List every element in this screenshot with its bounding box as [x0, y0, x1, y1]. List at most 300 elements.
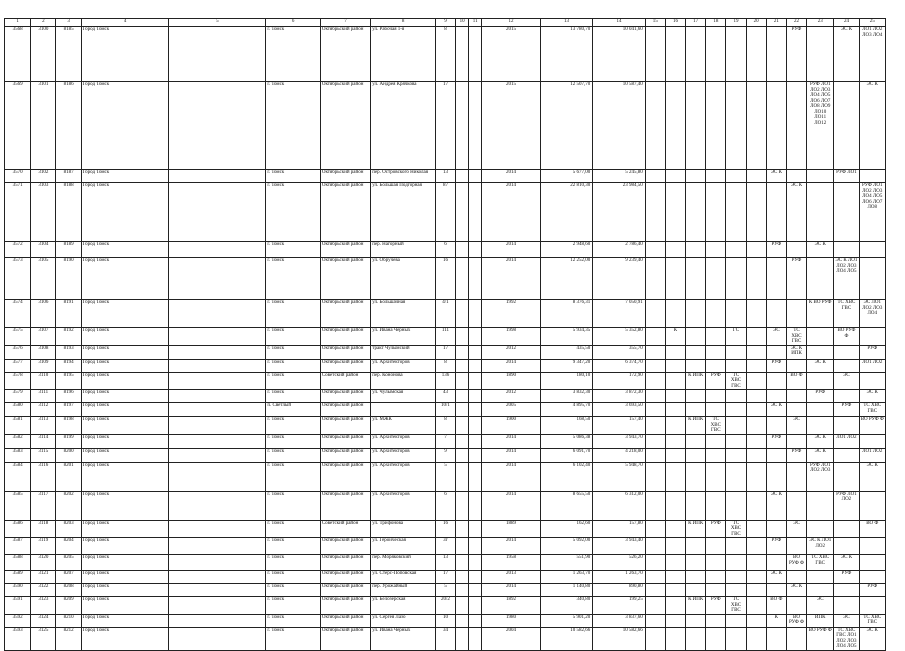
cell-col-9: 3г	[435, 538, 455, 555]
cell-col-16	[665, 359, 685, 372]
cell-col-4: Город Томск	[81, 434, 169, 448]
cell-col-21	[766, 417, 786, 435]
cell-col-2: 3122	[31, 584, 56, 597]
cell-col-24: ВО РУФ Ф	[834, 328, 859, 346]
cell-col-21	[766, 183, 786, 242]
cell-col-17: К ИПК	[686, 372, 706, 390]
cell-col-18	[706, 538, 726, 555]
cell-col-14: 5 245,80	[593, 170, 645, 183]
cell-col-22	[786, 462, 806, 491]
cell-col-9: 10	[435, 614, 455, 627]
register-table	[4, 18, 886, 651]
cell-col-9: 5	[435, 462, 455, 491]
cell-col-17	[686, 584, 706, 597]
cell-col-9: 6	[435, 242, 455, 258]
cell-col-18	[706, 448, 726, 462]
cell-col-8: пер. Урожайный	[371, 584, 436, 597]
cell-col-13: 5 677,00	[540, 170, 592, 183]
cell-col-12: 1892	[482, 597, 541, 615]
cell-col-15	[645, 597, 665, 615]
cell-col-22	[786, 359, 806, 372]
cell-col-12: 2013	[482, 571, 541, 584]
cell-col-8: ул. Архитекторов	[371, 448, 436, 462]
cell-col-16	[665, 520, 685, 538]
cell-col-21	[766, 627, 786, 650]
cell-col-11	[469, 372, 482, 390]
cell-col-3: 8202	[56, 491, 81, 520]
cell-col-22	[786, 82, 806, 170]
cell-col-22: ТС ХВС ГВС	[786, 328, 806, 346]
cell-col-13: 5 934,35	[540, 328, 592, 346]
cell-col-12: 1890	[482, 372, 541, 390]
cell-col-20	[746, 300, 766, 328]
cell-col-20	[746, 345, 766, 359]
cell-col-18	[706, 345, 726, 359]
header-cell: 8	[371, 19, 436, 27]
cell-col-6: г. Томск	[266, 242, 320, 258]
cell-col-13: 1 140,80	[540, 584, 592, 597]
cell-col-8: пер. Нагорный	[371, 242, 436, 258]
cell-col-11	[469, 434, 482, 448]
cell-col-4: Город Томск	[81, 571, 169, 584]
cell-col-7: Октябрьский район	[320, 328, 370, 346]
cell-col-20	[746, 555, 766, 571]
cell-col-4: Город Томск	[81, 345, 169, 359]
cell-col-3: 8196	[56, 390, 81, 403]
cell-col-10	[456, 491, 469, 520]
cell-col-7: Октябрьский район	[320, 614, 370, 627]
header-cell: 16	[665, 19, 685, 27]
cell-col-9: 17	[435, 82, 455, 170]
cell-col-19	[726, 390, 746, 403]
cell-col-4: Город Томск	[81, 300, 169, 328]
cell-col-3: 8197	[56, 403, 81, 417]
cell-col-10	[456, 170, 469, 183]
header-cell: 5	[169, 19, 266, 27]
cell-col-7: Советский район	[320, 520, 370, 538]
cell-col-16	[665, 627, 685, 650]
cell-col-18	[706, 555, 726, 571]
cell-col-6: г. Томск	[266, 390, 320, 403]
cell-col-25: ЛО1 ЛО2	[859, 359, 885, 372]
cell-col-21: РУФ	[766, 538, 786, 555]
cell-col-16	[665, 571, 685, 584]
cell-col-11	[469, 462, 482, 491]
cell-col-10	[456, 183, 469, 242]
cell-col-14: 7 050,91	[593, 300, 645, 328]
cell-col-2: 3125	[31, 627, 56, 650]
cell-col-19	[726, 82, 746, 170]
cell-col-13: 12 507,70	[540, 82, 592, 170]
cell-col-5	[169, 491, 266, 520]
cell-col-2: 3104	[31, 242, 56, 258]
cell-col-15	[645, 584, 665, 597]
cell-col-18: РУФ	[706, 372, 726, 390]
cell-col-18	[706, 434, 726, 448]
header-cell: 9	[435, 19, 455, 27]
cell-col-12: 2012	[482, 390, 541, 403]
cell-col-4: Город Томск	[81, 614, 169, 627]
cell-col-17	[686, 491, 706, 520]
cell-col-8: ул. Архитекторов	[371, 491, 436, 520]
cell-col-8: ул. МЖК	[371, 417, 436, 435]
table-row	[5, 390, 886, 403]
header-cell: 3	[56, 19, 81, 27]
cell-col-5	[169, 372, 266, 390]
cell-col-16	[665, 614, 685, 627]
cell-col-19	[726, 627, 746, 650]
cell-col-11	[469, 390, 482, 403]
table-row	[5, 300, 886, 328]
cell-col-11	[469, 345, 482, 359]
cell-col-20	[746, 390, 766, 403]
cell-col-7: Октябрьский район	[320, 627, 370, 650]
cell-col-1: 3574	[5, 300, 31, 328]
cell-col-18: ТС ХВС ГВС	[706, 417, 726, 435]
cell-col-3: 8195	[56, 372, 81, 390]
cell-col-3: 8210	[56, 614, 81, 627]
cell-col-16	[665, 417, 685, 435]
cell-col-21	[766, 390, 786, 403]
cell-col-15	[645, 242, 665, 258]
cell-col-20	[746, 491, 766, 520]
cell-col-17	[686, 448, 706, 462]
cell-col-24	[834, 82, 859, 170]
cell-col-14: 10 587,40	[593, 82, 645, 170]
cell-col-1: 3572	[5, 242, 31, 258]
cell-col-11	[469, 520, 482, 538]
cell-col-9: 20/2	[435, 597, 455, 615]
cell-col-2: 3100	[31, 27, 56, 82]
cell-col-18	[706, 242, 726, 258]
cell-col-1: 3586	[5, 520, 31, 538]
cell-col-18	[706, 27, 726, 82]
cell-col-9: 5	[435, 584, 455, 597]
cell-col-3: 8209	[56, 597, 81, 615]
cell-col-15	[645, 614, 665, 627]
cell-col-5	[169, 555, 266, 571]
header-cell: 24	[834, 19, 859, 27]
cell-col-16	[665, 345, 685, 359]
header-cell: 12	[482, 19, 541, 27]
table-row	[5, 571, 886, 584]
cell-col-8: ул. Архитекторов	[371, 434, 436, 448]
cell-col-11	[469, 328, 482, 346]
cell-col-2: 3121	[31, 571, 56, 584]
cell-col-14: 157,40	[593, 417, 645, 435]
cell-col-24	[834, 538, 859, 555]
cell-col-4: Город Томск	[81, 258, 169, 300]
cell-col-17	[686, 403, 706, 417]
cell-col-1: 3576	[5, 345, 31, 359]
cell-col-15	[645, 300, 665, 328]
cell-col-15	[645, 538, 665, 555]
cell-col-9: 111	[435, 328, 455, 346]
cell-col-21: ВО Ф	[766, 597, 786, 615]
header-cell: 1	[5, 19, 31, 27]
cell-col-7: Октябрьский район	[320, 258, 370, 300]
cell-col-14: 23 984,50	[593, 183, 645, 242]
cell-col-19	[726, 448, 746, 462]
cell-col-14: 10 041,60	[593, 27, 645, 82]
cell-col-12: 1889	[482, 520, 541, 538]
cell-col-10	[456, 462, 469, 491]
cell-col-8: ул. Трифонова	[371, 520, 436, 538]
cell-col-22: ЭС	[786, 520, 806, 538]
cell-col-24	[834, 417, 859, 435]
cell-col-20	[746, 242, 766, 258]
cell-col-5	[169, 328, 266, 346]
header-cell: 2	[31, 19, 56, 27]
cell-col-2: 3105	[31, 258, 56, 300]
cell-col-15	[645, 183, 665, 242]
cell-col-6: г. Томск	[266, 448, 320, 462]
cell-col-5	[169, 448, 266, 462]
cell-col-20	[746, 627, 766, 650]
cell-col-19: ТС ХВС ГВС	[726, 372, 746, 390]
cell-col-14: 6 312,00	[593, 491, 645, 520]
cell-col-19: ГС	[726, 328, 746, 346]
cell-col-17	[686, 359, 706, 372]
cell-col-2: 3116	[31, 462, 56, 491]
cell-col-24	[834, 359, 859, 372]
cell-col-14: 1 263,70	[593, 571, 645, 584]
table-row	[5, 597, 886, 615]
cell-col-5	[169, 82, 266, 170]
cell-col-24: ТС ХВС ГВС	[834, 300, 859, 328]
cell-col-18	[706, 614, 726, 627]
cell-col-3: 8189	[56, 242, 81, 258]
cell-col-23	[807, 403, 834, 417]
cell-col-13: 5 086,38	[540, 434, 592, 448]
cell-col-22: РУФ	[786, 448, 806, 462]
cell-col-6: г. Томск	[266, 300, 320, 328]
cell-col-16	[665, 242, 685, 258]
cell-col-19	[726, 417, 746, 435]
cell-col-22: ЭС К	[786, 584, 806, 597]
cell-col-4: Город Томск	[81, 183, 169, 242]
cell-col-13: 1 263,70	[540, 571, 592, 584]
cell-col-7: Октябрьский район	[320, 183, 370, 242]
cell-col-5	[169, 390, 266, 403]
header-cell: 17	[686, 19, 706, 27]
cell-col-25: ЭС К	[859, 82, 885, 170]
cell-col-24: РУФ ЛО1	[834, 170, 859, 183]
cell-col-6: г. Томск	[266, 434, 320, 448]
cell-col-12: 2014	[482, 258, 541, 300]
cell-col-14: 4 218,00	[593, 448, 645, 462]
cell-col-3: 8207	[56, 571, 81, 584]
cell-col-4: Город Томск	[81, 328, 169, 346]
cell-col-8: ул. Героическая	[371, 538, 436, 555]
cell-col-23	[807, 258, 834, 300]
cell-col-22: ВО Ф	[786, 372, 806, 390]
cell-col-20	[746, 417, 766, 435]
header-cell: 25	[859, 19, 885, 27]
cell-col-9: 43	[435, 390, 455, 403]
cell-col-9: 34	[435, 627, 455, 650]
cell-col-20	[746, 584, 766, 597]
cell-col-24	[834, 183, 859, 242]
cell-col-16	[665, 462, 685, 491]
cell-col-8: ул. Архитекторов	[371, 359, 436, 372]
cell-col-17	[686, 170, 706, 183]
cell-col-16	[665, 434, 685, 448]
cell-col-2: 3108	[31, 345, 56, 359]
cell-col-16	[665, 584, 685, 597]
header-cell: 7	[320, 19, 370, 27]
cell-col-21: РУФ	[766, 359, 786, 372]
cell-col-17	[686, 434, 706, 448]
cell-col-24	[834, 462, 859, 491]
cell-col-5	[169, 462, 266, 491]
cell-col-15	[645, 328, 665, 346]
table-row	[5, 538, 886, 555]
cell-col-7: Октябрьский район	[320, 170, 370, 183]
cell-col-20	[746, 372, 766, 390]
header-cell: 15	[645, 19, 665, 27]
table-row	[5, 242, 886, 258]
cell-col-22: ЭС К	[786, 183, 806, 242]
cell-col-1: 3591	[5, 597, 31, 615]
cell-col-24	[834, 242, 859, 258]
cell-col-22	[786, 491, 806, 520]
cell-col-23: РУФ ЛО1 ЛО2 ЛО3	[807, 462, 834, 491]
cell-col-2: 3113	[31, 417, 56, 435]
cell-col-21: РУФ	[766, 434, 786, 448]
cell-col-13: 435,50	[540, 345, 592, 359]
cell-col-9: 9	[435, 448, 455, 462]
cell-col-11	[469, 584, 482, 597]
cell-col-3: 8204	[56, 538, 81, 555]
cell-col-25: РУФ	[859, 345, 885, 359]
cell-col-7: Октябрьский район	[320, 462, 370, 491]
cell-col-2: 3106	[31, 300, 56, 328]
cell-col-18	[706, 571, 726, 584]
cell-col-7: Октябрьский район	[320, 584, 370, 597]
cell-col-5	[169, 170, 266, 183]
cell-col-25: ВО Ф	[859, 520, 885, 538]
cell-col-4: Город Томск	[81, 27, 169, 82]
cell-col-5	[169, 27, 266, 82]
cell-col-13: 180,10	[540, 372, 592, 390]
cell-col-12: 2014	[482, 462, 541, 491]
cell-col-22	[786, 571, 806, 584]
cell-col-13: 8 655,50	[540, 491, 592, 520]
cell-col-25	[859, 555, 885, 571]
cell-col-16	[665, 448, 685, 462]
cell-col-13: 10 582,66	[540, 627, 592, 650]
cell-col-6: г. Томск	[266, 359, 320, 372]
cell-col-1: 3593	[5, 627, 31, 650]
table-row	[5, 359, 886, 372]
header-cell: 22	[786, 19, 806, 27]
cell-col-1: 3578	[5, 372, 31, 390]
cell-col-8: ул. Белозерская	[371, 597, 436, 615]
cell-col-4: Город Томск	[81, 491, 169, 520]
cell-col-5	[169, 359, 266, 372]
cell-col-9: 8	[435, 417, 455, 435]
cell-col-17	[686, 538, 706, 555]
table-row	[5, 372, 886, 390]
cell-col-23	[807, 491, 834, 520]
cell-col-4: Город Томск	[81, 520, 169, 538]
cell-col-17: К ИПК	[686, 417, 706, 435]
cell-col-14: 5 352,80	[593, 328, 645, 346]
cell-col-19	[726, 571, 746, 584]
cell-col-2: 3112	[31, 403, 56, 417]
cell-col-24: ЭС К ЛО1 ЛО2 ЛО3 ЛО4 ЛО5	[834, 258, 859, 300]
cell-col-15	[645, 403, 665, 417]
cell-col-17	[686, 328, 706, 346]
cell-col-19	[726, 614, 746, 627]
cell-col-2: 3110	[31, 372, 56, 390]
cell-col-23: РУФ ЛО1 ЛО2 ЛО3 ЛО4 ЛО5 ЛО6 ЛО7 ЛО8 ЛО9 ЛО10 ЛО11 ЛО12	[807, 82, 834, 170]
cell-col-12: 2014	[482, 491, 541, 520]
cell-col-12: 1992	[482, 300, 541, 328]
cell-col-9: 16	[435, 258, 455, 300]
cell-col-14: 10 582,66	[593, 627, 645, 650]
cell-col-20	[746, 82, 766, 170]
cell-col-10	[456, 571, 469, 584]
cell-col-15	[645, 82, 665, 170]
cell-col-14: 3 943,70	[593, 434, 645, 448]
cell-col-9: 7	[435, 434, 455, 448]
cell-col-14: 172,90	[593, 372, 645, 390]
cell-col-20	[746, 403, 766, 417]
cell-col-7: Октябрьский район	[320, 242, 370, 258]
cell-col-6: г. Томск	[266, 27, 320, 82]
cell-col-12: 2014	[482, 242, 541, 258]
cell-col-9: 13	[435, 170, 455, 183]
cell-col-8: пер. Моряковский	[371, 555, 436, 571]
cell-col-24: РУФ	[834, 403, 859, 417]
cell-col-4: Город Томск	[81, 242, 169, 258]
cell-col-2: 3101	[31, 82, 56, 170]
cell-col-25	[859, 597, 885, 615]
cell-col-8: ул. Ивана Черных	[371, 627, 436, 650]
cell-col-16	[665, 258, 685, 300]
cell-col-17	[686, 183, 706, 242]
cell-col-21	[766, 27, 786, 82]
cell-col-12: 1980	[482, 614, 541, 627]
cell-col-9: 8	[435, 359, 455, 372]
cell-col-20	[746, 571, 766, 584]
cell-col-12: 2014	[482, 448, 541, 462]
cell-col-11	[469, 597, 482, 615]
table-row	[5, 170, 886, 183]
cell-col-12: 1998	[482, 328, 541, 346]
cell-col-9: 87	[435, 183, 455, 242]
cell-col-21	[766, 448, 786, 462]
cell-col-5	[169, 538, 266, 555]
cell-col-5	[169, 614, 266, 627]
cell-col-13: 5 092,00	[540, 538, 592, 555]
header-cell: 20	[746, 19, 766, 27]
cell-col-5	[169, 597, 266, 615]
cell-col-7: Октябрьский район	[320, 300, 370, 328]
cell-col-20	[746, 258, 766, 300]
cell-col-20	[746, 448, 766, 462]
cell-col-13: 6 102,40	[540, 462, 592, 491]
cell-col-4: Город Томск	[81, 597, 169, 615]
cell-col-21	[766, 462, 786, 491]
cell-col-7: Октябрьский район	[320, 555, 370, 571]
cell-col-3: 8193	[56, 345, 81, 359]
cell-col-8: ул. Большачная	[371, 300, 436, 328]
cell-col-5	[169, 571, 266, 584]
cell-col-17	[686, 627, 706, 650]
